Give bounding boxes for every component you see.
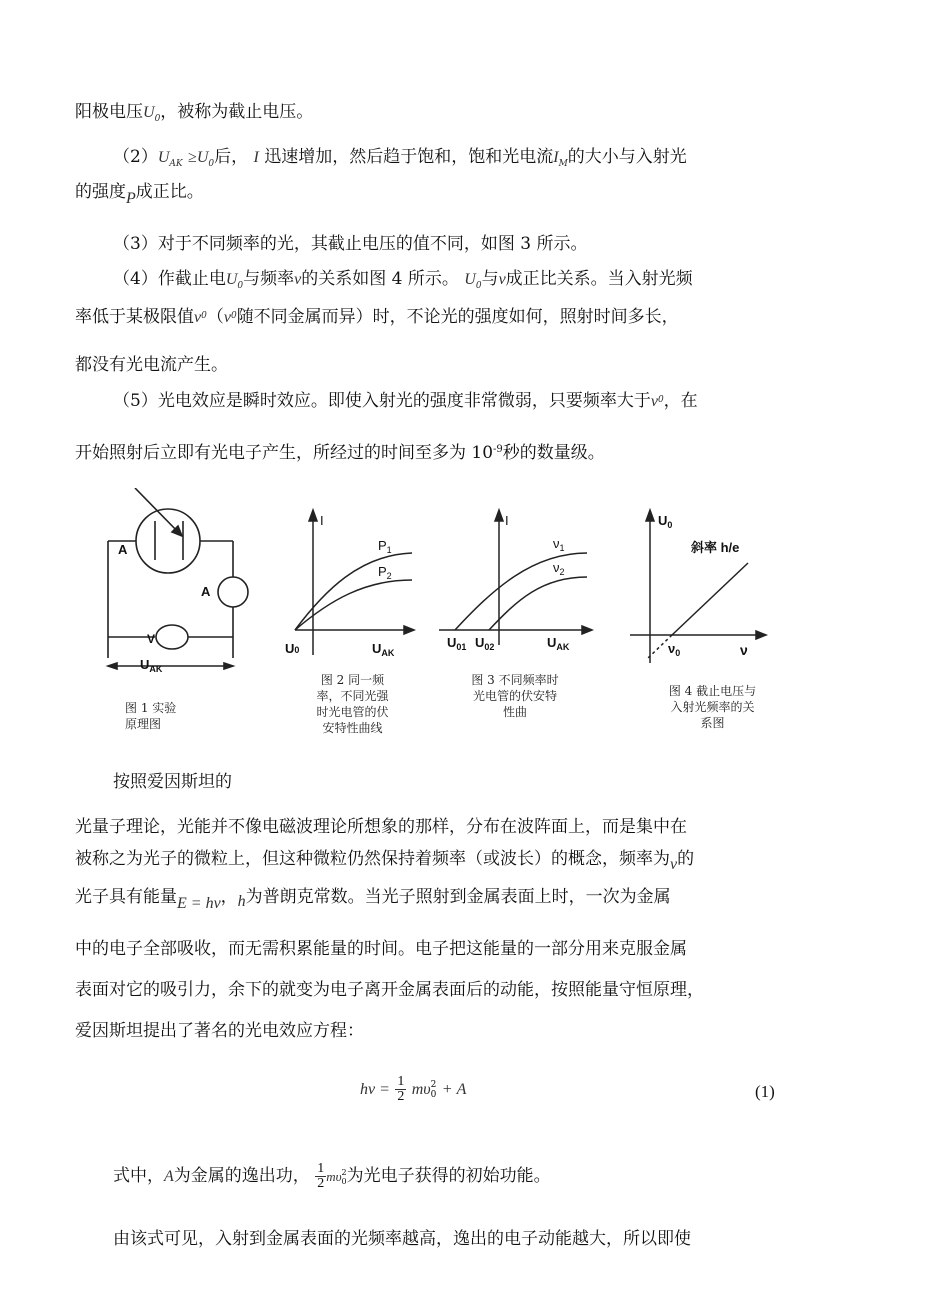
figure-3-caption: 图 3 不同频率时 光电管的伏安特 性曲 xyxy=(471,673,559,719)
para-einstein-line7: 爱因斯坦提出了著名的光电效应方程： xyxy=(75,1021,364,1041)
para-einstein-line4: 光子具有能量E = hν，h为普朗克常数。当光子照射到金属表面上时，一次为金属 xyxy=(75,887,671,912)
para-einstein-line2: 光量子理论，光能并不像电磁波理论所想象的那样，分布在波阵面上，而是集中在 xyxy=(75,817,687,837)
para-cutoff-voltage: 阳极电压$U_0$，被称为截止电压。 xyxy=(75,102,314,124)
equation-number: (1) xyxy=(755,1082,775,1101)
label-UAK: $U_{AK}$ xyxy=(140,657,163,674)
figure-2-iv-curves-intensity xyxy=(280,505,420,665)
para-item-5-line1: （5）光电效应是瞬时效应。即使入射光的强度非常微弱，只要频率大于$\nu^0$，在 xyxy=(113,391,698,411)
einstein-equation: hν = $\frac{1}{2}$ mυ 2 0 + A xyxy=(360,1074,467,1104)
curve-label-P1: $P_1$ xyxy=(378,538,392,555)
slope-label: 斜率 h/e xyxy=(691,540,740,555)
curve-label-P2: $P_2$ xyxy=(378,564,392,581)
para-einstein-line1: 按照爱因斯坦的 xyxy=(113,772,232,792)
para-einstein-line3: 被称之为光子的微粒上，但这种微粒仍然保持着频率（或波长）的概念，频率为ν的 xyxy=(75,849,695,873)
para-item-4-line1: （4）作截止电$U_0$与频率ν的关系如图 4 所示。 $U_0$与ν成正比关系。当入射光频 xyxy=(113,269,693,291)
x-label: $U_{AK}$ xyxy=(372,641,395,658)
para-item-4-line2: 率低于某极限值$\nu^0(\nu^0$随不同金属而异）时，不论光的强度如何，照射时间多长， xyxy=(75,307,679,327)
curve-label-nu1: $\nu_1$ xyxy=(553,536,565,553)
figure-4-caption: 图 4 截止电压与 入射光频率的关 系图 xyxy=(668,684,757,730)
para-item-5-line2: 开始照射后立即有光电子产生，所经过的时间至多为 $10^{-9}$秒的数量级。 xyxy=(75,443,605,463)
equation-fraction: $\frac{1}{2}$ xyxy=(397,1074,405,1104)
voltmeter-circle xyxy=(156,625,188,649)
linear-fit-line xyxy=(672,563,748,635)
para-einstein-line5: 中的电子全部吸收，而无需积累能量的时间。电子把这能量的一部分用来克服金属 xyxy=(75,939,687,959)
para-item-2-line1: $(2)U_{AK} \ge U_0$后， I 迅速增加，然后趋于饱和，饱和光电流$I_M$的大小与入射光 xyxy=(113,147,687,169)
label-V: V xyxy=(147,632,156,646)
curve-nu1 xyxy=(455,553,587,630)
para-einstein-line6: 表面对它的吸引力，余下的就变为电子离开金属表面后的动能，按照能量守恒原理， xyxy=(75,980,704,1000)
curve-label-nu2: $\nu_2$ xyxy=(553,560,565,577)
origin-label: U0 xyxy=(285,641,300,656)
figure-3-iv-curves-frequency xyxy=(437,505,597,655)
figure-2-caption: 图 2 同一频 率，不同光强 时光电管的伏 安特性曲线 xyxy=(316,673,389,735)
nu0-label: $\nu_0$ xyxy=(668,641,681,658)
para-item-2-line2: 的强度P成正比。 xyxy=(75,182,204,207)
x-label: ν xyxy=(740,642,748,658)
label-A-meter: A xyxy=(201,584,211,599)
figure-1-circuit xyxy=(100,488,260,678)
x-label: $U_{AK}$ xyxy=(547,635,570,652)
y-label: I xyxy=(320,513,324,528)
kinetic-fraction: $\frac{1}{2}$ xyxy=(317,1161,325,1191)
para-where: 式中，A为金属的逸出功， $\frac{1}{2}$ mυ 2 0 为光电子获得的初始功能。 xyxy=(113,1161,551,1191)
y-label: $U_0$ xyxy=(658,513,673,530)
para-item-3: （3）对于不同频率的光，其截止电压的值不同，如图 3 所示。 xyxy=(113,234,588,254)
label-U01: $U_{01}$ xyxy=(447,635,467,652)
label-A-left: A xyxy=(118,542,128,557)
figure-4-cutoff-vs-frequency xyxy=(628,505,773,670)
figure-1-caption: 图 1 实验 原理图 xyxy=(125,701,177,731)
y-label: I xyxy=(505,513,509,528)
para-conclusion: 由该式可见，入射到金属表面的光频率越高，逸出的电子动能越大，所以即使 xyxy=(113,1229,691,1249)
phototube-circle xyxy=(136,509,200,573)
label-U02: $U_{02}$ xyxy=(475,635,495,652)
para-item-4-line3: 都没有光电流产生。 xyxy=(75,355,228,375)
ammeter-circle xyxy=(218,577,248,607)
